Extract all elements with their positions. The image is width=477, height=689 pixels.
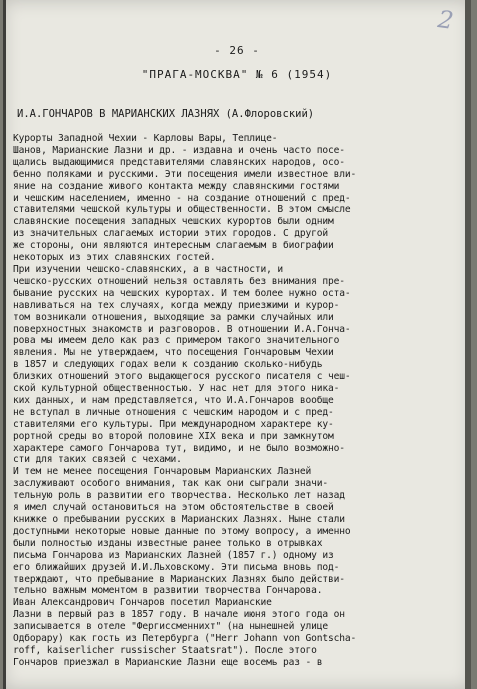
text-line: щались выдающимися представителями славянских народов, осо- [13,156,345,168]
text-line: чешско-русских отношений нельзя оставлять без внимания пре- [13,275,345,287]
text-line: навливаться на тех случаях, когда между приезжими и курор- [13,299,340,311]
text-line: из значительных слагаемых истории этих городов. С другой [13,228,329,240]
text-line: письма Гончарова из Марианских Лазней (1857 г.) одному из [13,549,334,561]
text-line: бенно поляками и русскими. Эти посещения имели известное вли- [13,168,357,180]
text-line: тельно важным моментом в развитии творчества Гончарова. [13,585,323,597]
text-line: сти для таких связей с чехами. [13,454,182,466]
text-line: я имел случай остановиться на этом обстоятельстве в своей [13,502,334,514]
text-line: И тем не менее посещения Гончаровым Марианских Лазней [13,466,312,478]
text-line: При изучении чешско-славянских, а в частности, и [13,263,284,275]
text-line: поверхностных знакомств и разговоров. В отношении И.А.Гонча- [13,323,351,335]
text-line: бывание русских на чешских курортах. И тем более нужно оста- [13,287,351,299]
body-text [13,133,468,669]
text-line: близких отношений этого выдающегося русского писателя с чеш- [13,371,351,383]
article-title: И.А.ГОНЧАРОВ В МАРИАНСКИХ ЛАЗНЯХ (А.Флоровский) [17,108,315,120]
text-line: доступными некоторые новые данные по этому вопросу, а именно [13,525,351,537]
text-line: его ближайших друзей И.И.Льховскому. Эти письма вновь под- [13,561,340,573]
text-line: ской культурной общественностью. У нас нет для этого ника- [13,383,340,395]
text-line: ставителями чешской культуры и общественности. В этом смысле [13,204,351,216]
text-line: были полностью изданы известные ранее только в отрывках [13,537,323,549]
text-line: же стороны, они являются интересным слагаемым в биографии [13,240,334,252]
text-line: Гончаров приезжал в Марианские Лазни еще восемь раз - в [13,656,323,668]
text-line: рова мы имеем дело как раз с примером такого значительного [13,335,340,347]
text-line: ких данных, и нам представляется, что И.А.Гончаров вообще [13,394,334,406]
archive-page-mark: 2 [435,5,455,35]
text-line: рортной среды во второй половине XIX века и при замкнутом [13,430,334,442]
text-line: книжке о пребывании русских в Марианских Лазнях. Ныне стали [13,514,345,525]
text-line: Шанов, Марианские Лазни и др. - издавна и очень часто посе- [13,144,345,156]
page-number: - 26 - [214,44,260,57]
text-line: тельную роль в развитии его творчества. Несколько лет назад [13,490,345,502]
text-line: яние на создание живого контакта между славянскими гостями [13,180,340,192]
text-line: ставителями его культуры. При международном характере ку- [13,418,334,430]
text-line: заслуживают особого внимания, так как они сыграли значи- [13,478,329,490]
text-line: том возникали отношения, выходящие за рамки случайных или [13,311,334,323]
scan-edge-left [3,0,6,689]
text-line: roff, kaiserlicher russischer Staatsrat"). После этого [13,644,317,656]
text-line: Одборару) как гость из Петербурга ("Herr Johann von Gontscha- [13,633,357,645]
text-line: явления. Мы не утверждаем, что посещения Гончаровым Чехии [13,347,334,359]
text-line: характере самого Гончарова тут, видимо, и не было возможно- [13,442,345,454]
text-line: Лазни в первый раз в 1857 году. В начале июня этого года он [13,609,345,621]
source-header: "ПРАГА-МОСКВА" № 6 (1954) [141,68,333,81]
text-line: и чешским населением, именно - на создание отношений с пред- [13,192,351,204]
text-line: славянские посещения западных чешских курортов были одним [13,216,334,228]
text-line: в 1857 и следующих годах вели к созданию сколько-нибудь [13,359,323,371]
text-line: не вступал в личные отношения с чешским народом и с пред- [13,406,334,418]
text-line: записывается в отеле "Фергиссменнихт" (на нынешней улице [13,621,329,633]
text-line: Курорты Западной Чехии - Карловы Вары, Теплице- [13,133,278,144]
text-line: тверждают, что пребывание в Марианских Лазнях было действи- [13,573,345,585]
text-line: Иван Александрович Гончаров посетил Марианские [13,597,272,609]
text-line: некоторых из этих славянских гостей. [13,252,216,264]
typewritten-page [3,0,471,689]
